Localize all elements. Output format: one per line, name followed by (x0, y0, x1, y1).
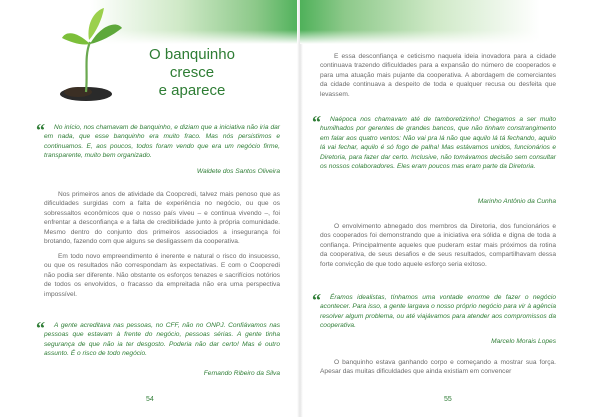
pull-quote-text: No início, nos chamavam de banquinho, e diziam que a iniciativa não iria dar em nada, que esse banquinho era muito fraco. Mas nós persistimos e continuamos. E, aos poucos, todos foram vendo que era um negócio firme, transparente, muito bem organizado. (44, 124, 280, 160)
body-paragraph (320, 52, 556, 99)
paragraph-text: O envolvimento abnegado dos membros da Diretoria, dos funcionários e dos cooperados foi demonstrando que a iniciativa era sólida e digna de toda a confiança. Principalmente aqueles que puderam estar mais próximos da rotina da cooperativa, de seus desafios e de seus resultados, compartilhavam dessa forte convicção de que todo aquele esforço seria exitoso. (320, 223, 556, 268)
pull-quote-text: Naépoca nos chamavam até de tamboretizinho! Chegamos a ser muito humilhados por gerentes de grandes bancos, que não tinham constrangimento em falar aos quatro ventos: Não vai pra lá não que aquilo lá tá fechando, aquilo lá vai fechar, aquilo é só fogo de palha! Mas estávamos unidos, funcionários e Diretoria, para fazer dar certo. Inclusive, não tomávamos decisão sem consultar os nossos colaboradores. Eles eram poucos mas eram parte da Diretoria. (320, 116, 556, 171)
body-paragraph (320, 222, 556, 269)
pull-quote (44, 123, 280, 161)
quote-attribution: Waldete dos Santos Oliveira (196, 168, 280, 175)
sprout-illustration (56, 2, 126, 106)
quote-mark-icon: “ (36, 120, 45, 140)
pull-quote (320, 115, 556, 171)
header-band (300, 0, 600, 44)
quote-mark-icon: “ (36, 318, 45, 338)
pull-quote-text: A gente acreditava nas pessoas, no CFF, não no ONPJ. Confiávamos nas pessoas que estavam à frente do negócio, pessoas sérias. A gente tinha segurança de que não ia ter desgosto. Poderia não dar certo! Mas é outro assunto. É o risco de todo negócio. (44, 322, 280, 358)
chapter-title (124, 46, 260, 100)
header-band (0, 0, 300, 44)
quote-mark-icon: “ (312, 112, 321, 132)
page-number: 54 (146, 396, 154, 403)
paragraph-text: O banquinho estava ganhando corpo e começando a mostrar sua força. Apesar das muitas dificuldades que ainda existiam em convencer (320, 359, 556, 376)
paragraph-text: E essa desconfiança e ceticismo naquela ideia inovadora para a cidade continuava trazendo dificuldades para a expansão do número de cooperados e para uma atuação mais pujante da cooperativa. A abordagem de comerciantes da cidade continuava a despeito de toda e qualquer recusa ou desfeita que levassem. (320, 53, 556, 98)
paragraph-text: Em todo novo empreendimento é inerente e natural o risco do insucesso, ou que os resultados não correspondam às expectativas. E com o Coopcredi não podia ser diferente. Não obstante os esforços tenazes e sacrifícios notórios de todos os envolvidos, o fracasso da empreitada não era uma perspectiva impossível. (44, 253, 280, 298)
body-paragraph (44, 252, 280, 299)
right-page (300, 0, 600, 417)
pull-quote (320, 293, 556, 331)
chapter-title-line-2: cresce (169, 64, 215, 81)
quote-attribution: Marinho Antônio da Cunha (477, 198, 556, 205)
page-number: 55 (444, 396, 452, 403)
body-paragraph (320, 358, 556, 377)
paragraph-text: Nos primeiros anos de atividade da Coopcredi, talvez mais penoso que as dificuldades surgidas com a falta de experiência no negócio, ou que os sobressaltos econômicos que o nosso país viveu – e continua vivendo –, foi enfrentar a desconfiança e a falta de credibilidade junto à própria comunidade. Mesmo dentro do conjunto dos primeiros associados a insegurança foi brotando, fazendo com que alguns se desligassem da cooperativa. (44, 191, 280, 246)
quote-attribution: Fernando Ribeiro da Silva (203, 370, 280, 377)
body-paragraph (44, 190, 280, 246)
pull-quote (44, 321, 280, 359)
quote-attribution: Marcelo Morais Lopes (491, 338, 556, 345)
quote-mark-icon: “ (312, 290, 321, 310)
chapter-title-line-3: e aparece (158, 82, 226, 99)
pull-quote-text: Éramos idealistas, tínhamos uma vontade enorme de fazer o negócio acontecer. Para isso, a gente largava o nosso próprio negócio para vir à agência resolver algum problema, ou até viajávamos para atender aos compromissos da cooperativa. (320, 294, 556, 330)
chapter-title-line-1: O banquinho (149, 46, 235, 63)
